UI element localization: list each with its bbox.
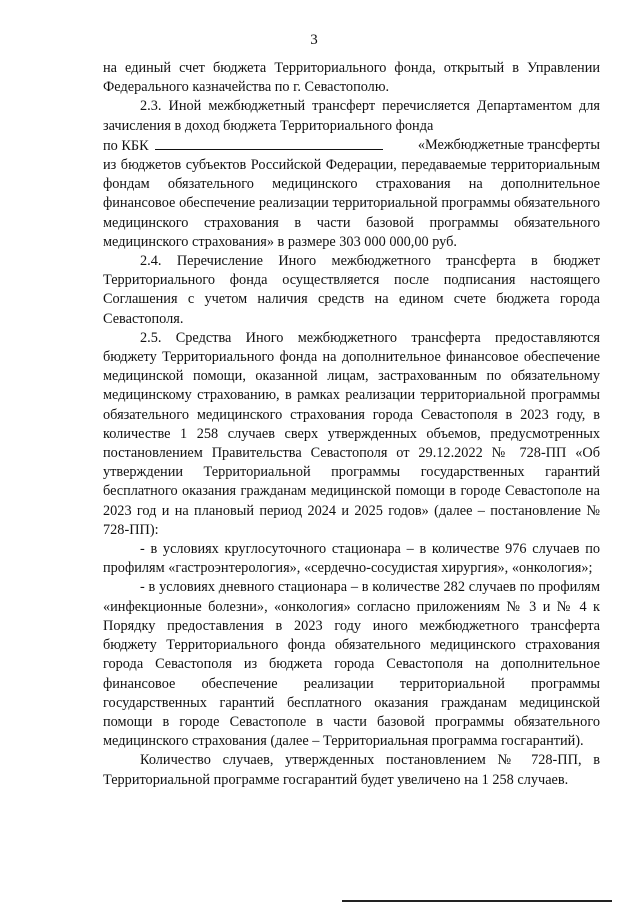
paragraph-2-5: 2.5. Средства Иного межбюджетного трансферта предоставляются бюджету Территориального фонда на дополнительное финансовое обеспечение медицинской помощи, оказанной лицам, застрахованным по обязательному медицинскому страхованию, в рамках реализации территориальной программы обязательного медицинского страхования города Севастополя в 2023 году, в количестве 1 258 случаев сверх утвержденных объемов, предусмотренных постановлением Правительства Севастополя от 29.12.2022 № 728-ПП «Об утверждении Территориальной программы государственных гарантий бесплатного оказания гражданам медицинской помощи в городе Севастополе на 2023 год и на плановый период 2024 и 2025 годов» (далее – постановление № 728-ПП):: [103, 329, 600, 538]
paragraph-2-3-body: из бюджетов субъектов Российской Федерации, передаваемые территориальным фондам обязательного медицинского страхования на дополнительное финансовое обеспечение реализации территориальной программы обязательного медицинского страхования в части базовой программы обязательного медицинского страхования» в размере 303 000 000,00 руб.: [103, 157, 600, 250]
kbk-line: [103, 136, 600, 156]
kbk-label: по КБК: [103, 137, 149, 154]
list-item-round-the-clock: - в условиях круглосуточного стационара – в количестве 976 случаев по профилям «гастроэнтерология», «сердечно-сосудистая хирургия», «онкология»;: [103, 541, 600, 577]
paragraph-2-4: 2.4. Перечисление Иного межбюджетного трансферта в бюджет Территориального фонда осуществляется после подписания настоящего Соглашения с учетом наличия средств на едином счете бюджета города Севастополя.: [103, 253, 600, 327]
list-item-day-hospital: - в условиях дневного стационара – в количестве 282 случаев по профилям «инфекционные болезни», «онкология» согласно приложениям № 3 и № 4 к Порядку предоставления в 2023 году иного межбюджетного трансферта бюджету Территориального фонда обязательного медицинского страхования города Севастополя из бюджета города Севастополя на дополнительное финансовое обеспечение реализации территориальной программы государственных гарантий бесплатного оказания гражданам медицинской помощи в городе Севастополе в части базовой программы обязательного медицинского страхования (далее – Территориальная программа госгарантий).: [103, 579, 600, 750]
kbk-suffix: «Межбюджетные трансферты: [417, 136, 600, 153]
paragraph-2-3-intro: 2.3. Иной межбюджетный трансферт перечисляется Департаментом для зачисления в доход бюджета Территориального фонда: [103, 98, 600, 134]
footer-rule: [342, 900, 612, 902]
paragraph-continuation: на единый счет бюджета Территориального фонда, открытый в Управлении Федерального казначейства по г. Севастополю.: [103, 60, 600, 96]
document-body: [103, 59, 600, 790]
paragraph-final: Количество случаев, утвержденных постановлением № 728-ПП, в Территориальной программе госгарантий будет увеличено на 1 258 случаев.: [103, 752, 600, 788]
page-number: 3: [310, 32, 318, 48]
kbk-blank-field: [155, 136, 383, 150]
